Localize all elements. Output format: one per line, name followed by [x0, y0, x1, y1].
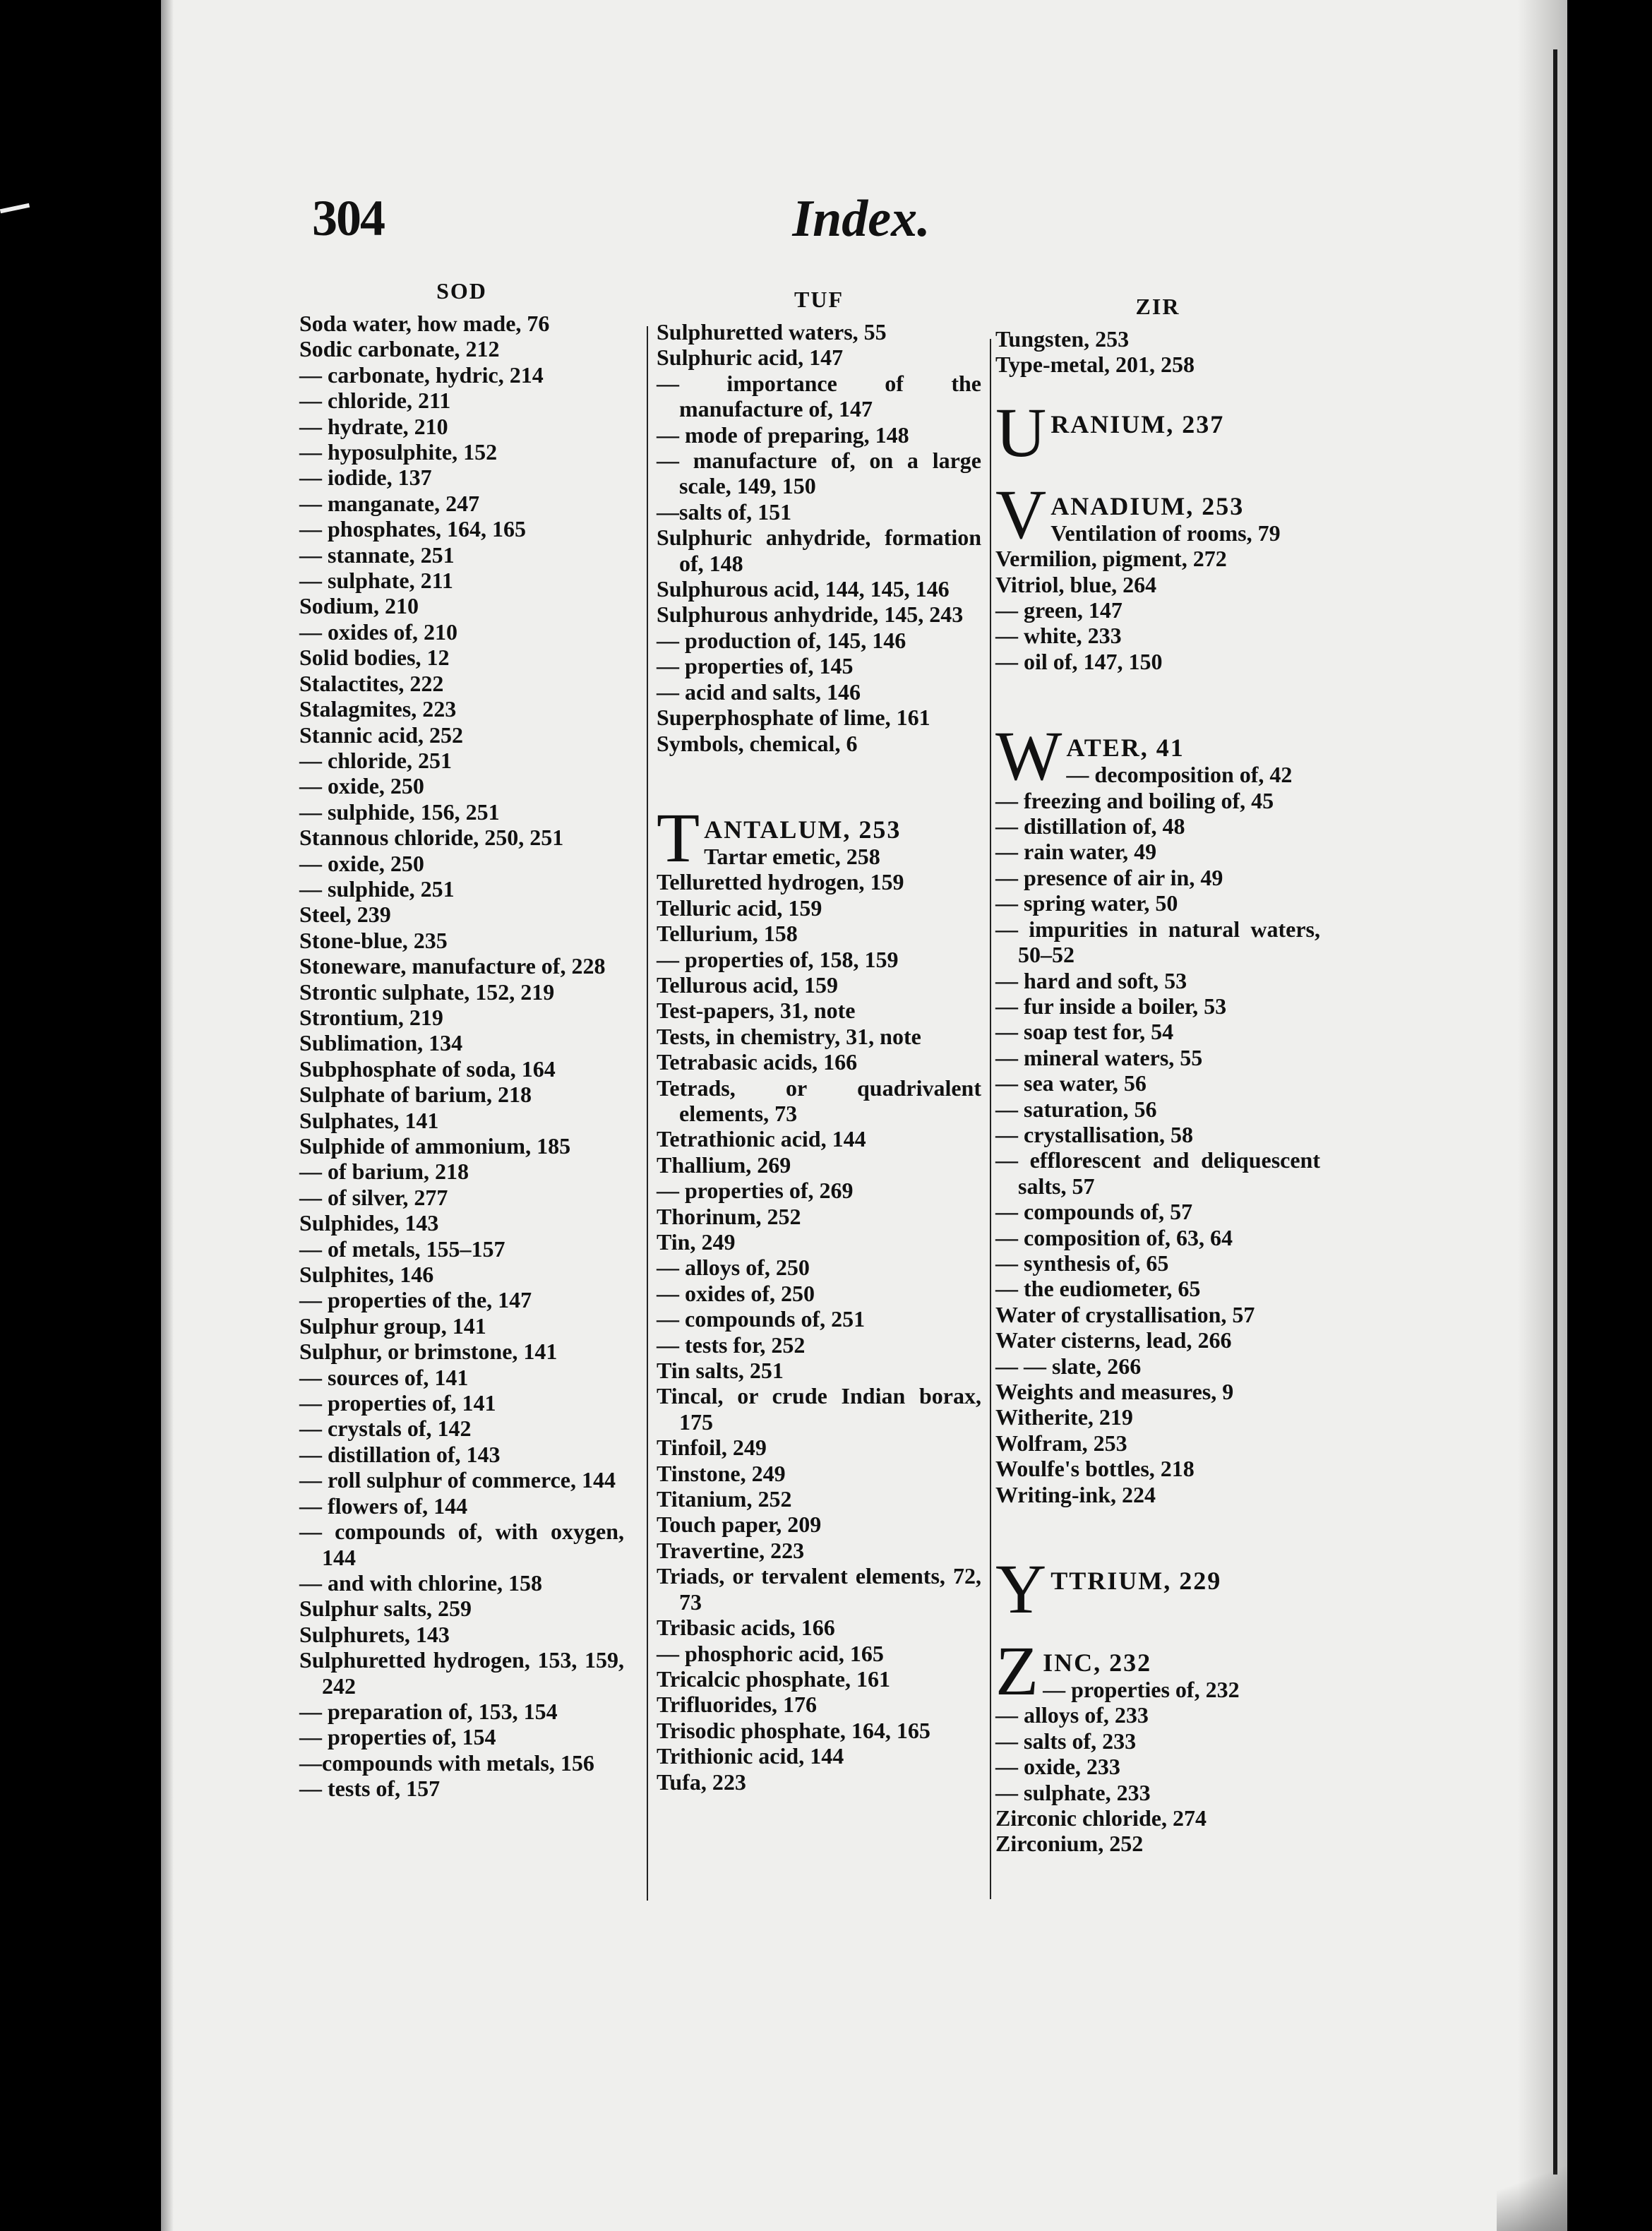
page-edge-shadow [1518, 0, 1567, 2231]
index-entry: Stoneware, manufacture of, 228 [299, 953, 606, 979]
index-entry: Trithionic acid, 144 [657, 1743, 844, 1769]
index-entry: Sulphate of barium, 218 [299, 1082, 532, 1108]
index-entry: Sulphur, or brimstone, 141 [299, 1339, 558, 1365]
index-entry: — stannate, 251 [299, 542, 455, 568]
index-entry: — crystallisation, 58 [995, 1121, 1193, 1147]
index-entry: —compounds with metals, 156 [299, 1749, 594, 1776]
list-item: Ventilation of rooms, 79 [1051, 520, 1281, 546]
index-entry: — sources of, 141 [299, 1364, 469, 1390]
section-heading: RANIUM, 237 [1051, 409, 1225, 438]
index-entry: — fur inside a boiler, 53 [995, 993, 1227, 1019]
index-entry: Stalactites, 222 [299, 670, 444, 696]
entry-list [995, 326, 1320, 378]
index-entry: Triads, or tervalent elements, 72, 73 [657, 1563, 981, 1615]
index-entry: Solid bodies, 12 [299, 645, 450, 671]
section-heading: ANADIUM, 253 [1051, 491, 1245, 520]
index-entry: Strontium, 219 [299, 1004, 443, 1030]
index-entry: — hard and soft, 53 [995, 967, 1187, 993]
entry-list [995, 1702, 1320, 1856]
index-entry: Tellurous acid, 159 [657, 971, 838, 998]
entry-list [995, 788, 1320, 1507]
index-entry: Sulphites, 146 [299, 1262, 434, 1288]
index-entry: — tests of, 157 [299, 1776, 441, 1802]
index-entry: Tin, 249 [657, 1229, 736, 1255]
index-entry: — distillation of, 48 [995, 813, 1185, 839]
index-entry: Woulfe's bottles, 218 [995, 1456, 1195, 1482]
index-entry: — chloride, 211 [299, 388, 451, 414]
index-entry: Tricalcic phosphate, 161 [657, 1665, 890, 1692]
index-entry: — carbonate, hydric, 214 [299, 361, 544, 388]
index-entry: Sulphurous acid, 144, 145, 146 [657, 576, 950, 602]
index-entry: — chloride, 251 [299, 747, 452, 773]
index-entry: Wolfram, 253 [995, 1430, 1127, 1456]
section-yttrium [995, 1550, 1320, 1629]
index-entry: — properties of, 145 [657, 653, 854, 679]
index-entry: — phosphates, 164, 165 [299, 516, 526, 542]
index-entry: — synthesis of, 65 [995, 1250, 1169, 1276]
index-entry: —salts of, 151 [657, 498, 792, 525]
index-entry: Tinstone, 249 [657, 1460, 786, 1486]
index-entry: — of metals, 155–157 [299, 1236, 505, 1262]
index-entry: — compounds of, 251 [657, 1306, 866, 1332]
page-number: 304 [312, 190, 384, 246]
index-entry: — production of, 145, 146 [657, 627, 906, 653]
index-entry: Symbols, chemical, 6 [657, 730, 858, 756]
index-entry: — properties of the, 147 [299, 1287, 532, 1313]
drop-cap: Y [995, 1550, 1047, 1629]
index-entry: — phosphoric acid, 165 [657, 1640, 884, 1666]
index-entry: Witherite, 219 [995, 1404, 1133, 1430]
index-column-zir [995, 292, 1320, 1857]
index-entry: — compounds of, with oxygen, 144 [299, 1519, 624, 1570]
index-entry: Tribasic acids, 166 [657, 1615, 835, 1641]
index-entry: Tufa, 223 [657, 1769, 746, 1795]
index-entry: Sulphurous anhydride, 145, 243 [657, 602, 964, 628]
index-entry: — of silver, 277 [299, 1184, 448, 1210]
index-entry: — hyposulphite, 152 [299, 439, 498, 465]
index-entry: Sulphuretted hydrogen, 153, 159, 242 [299, 1647, 624, 1699]
entry-list [657, 869, 981, 1795]
index-entry: — sulphate, 233 [995, 1779, 1151, 1805]
index-entry: Strontic sulphate, 152, 219 [299, 979, 555, 1005]
index-entry: — impurities in natural waters, 50–52 [995, 916, 1320, 968]
running-title: Index. [792, 190, 930, 248]
index-entry: — sulphate, 211 [299, 568, 453, 594]
list-item: — properties of, 232 [1043, 1677, 1240, 1703]
index-entry: — roll sulphur of commerce, 144 [299, 1467, 616, 1493]
index-entry: — crystals of, 142 [299, 1416, 472, 1442]
index-entry: — alloys of, 233 [995, 1702, 1149, 1728]
index-column-tuf [657, 285, 981, 1795]
index-entry: Superphosphate of lime, 161 [657, 705, 930, 731]
index-entry: Stone-blue, 235 [299, 927, 448, 953]
index-entry: Sulphuric anhydride, formation of, 148 [657, 525, 981, 576]
index-entry: Touch paper, 209 [657, 1512, 822, 1538]
index-entry: Sulphurets, 143 [299, 1621, 450, 1647]
index-entry: Sulphates, 141 [299, 1107, 439, 1133]
index-entry: — flowers of, 144 [299, 1493, 468, 1519]
section-heading: INC, 232 [1043, 1649, 1152, 1677]
column-head: TUF [794, 287, 844, 312]
index-entry: Telluric acid, 159 [657, 895, 822, 921]
entry-list [657, 319, 981, 756]
index-entry: — manganate, 247 [299, 490, 480, 516]
drop-cap: T [657, 798, 700, 877]
index-entry: Tungsten, 253 [995, 326, 1130, 352]
index-entry: — white, 233 [995, 623, 1122, 649]
index-entry: — salts of, 233 [995, 1728, 1137, 1754]
index-entry: Zirconic chloride, 274 [995, 1805, 1207, 1831]
index-entry: Steel, 239 [299, 902, 391, 928]
column-head: ZIR [1135, 294, 1180, 319]
index-entry: — properties of, 154 [299, 1724, 496, 1750]
index-entry: — mineral waters, 55 [995, 1044, 1203, 1070]
index-entry: — oxides of, 210 [299, 618, 457, 645]
index-entry: Sodic carbonate, 212 [299, 336, 500, 362]
index-entry: — oxides of, 250 [657, 1280, 815, 1306]
index-entry: — rain water, 49 [995, 839, 1157, 865]
index-entry: Sulphur salts, 259 [299, 1596, 472, 1622]
drop-cap: W [995, 717, 1063, 796]
index-entry: — spring water, 50 [995, 890, 1178, 916]
index-entry: Stannous chloride, 250, 251 [299, 825, 564, 851]
section-uranium [995, 393, 1320, 472]
section-heading: TTRIUM, 229 [1051, 1567, 1222, 1596]
index-entry: — importance of the manufacture of, 147 [657, 370, 981, 422]
drop-cap: V [995, 474, 1047, 554]
index-entry: Water cisterns, lead, 266 [995, 1327, 1232, 1353]
index-entry: Sulphuric acid, 147 [657, 345, 844, 371]
index-entry: Tetrathionic acid, 144 [657, 1126, 866, 1152]
index-entry: Sulphide of ammonium, 185 [299, 1133, 571, 1159]
index-entry: — distillation of, 143 [299, 1441, 501, 1467]
section-heading: ANTALUM, 253 [704, 815, 902, 844]
index-entry: — sulphide, 156, 251 [299, 799, 500, 825]
index-entry: — oxide, 233 [995, 1754, 1120, 1780]
index-entry: — composition of, 63, 64 [995, 1224, 1233, 1250]
index-entry: — hydrate, 210 [299, 413, 448, 439]
index-entry: — iodide, 137 [299, 465, 432, 491]
index-entry: — green, 147 [995, 597, 1123, 623]
column-rule-left [647, 326, 648, 1901]
index-entry: Sodium, 210 [299, 593, 419, 619]
index-entry: Zirconium, 252 [995, 1831, 1144, 1857]
index-entry: — manufacture of, on a large scale, 149, 150 [657, 448, 981, 499]
index-entry: Test-papers, 31, note [657, 998, 856, 1024]
index-entry: Sulphuretted waters, 55 [657, 319, 887, 345]
index-entry: Sublimation, 134 [299, 1030, 463, 1056]
index-entry: Tetrabasic acids, 166 [657, 1049, 858, 1075]
index-entry: Travertine, 223 [657, 1537, 805, 1563]
index-entry: — properties of, 158, 159 [657, 946, 899, 972]
index-column-sod [299, 277, 624, 1802]
index-entry: Vitriol, blue, 264 [995, 571, 1157, 597]
index-entry: — of barium, 218 [299, 1159, 469, 1185]
index-entry: — oxide, 250 [299, 773, 424, 799]
index-entry: Water of crystallisation, 57 [995, 1301, 1255, 1327]
index-entry: Type-metal, 201, 258 [995, 352, 1195, 378]
index-entry: — oxide, 250 [299, 850, 424, 876]
index-entry: Tincal, or crude Indian borax, 175 [657, 1383, 981, 1435]
index-entry: — acid and salts, 146 [657, 678, 861, 705]
section-tantalum [657, 798, 981, 877]
section-gap [657, 756, 981, 808]
index-entry: — oil of, 147, 150 [995, 648, 1163, 674]
entry-list [299, 311, 624, 1802]
column-head: SOD [436, 278, 487, 304]
index-entry: Stalagmites, 223 [299, 696, 457, 722]
index-entry: Trisodic phosphate, 164, 165 [657, 1717, 930, 1743]
index-entry: — efflorescent and deliquescent salts, 57 [995, 1147, 1320, 1199]
index-entry: Thorinum, 252 [657, 1203, 801, 1229]
index-entry: Tin salts, 251 [657, 1358, 784, 1384]
index-entry: Writing-ink, 224 [995, 1481, 1156, 1507]
section-water [995, 717, 1320, 796]
index-entry: — compounds of, 57 [995, 1199, 1193, 1225]
list-item: — decomposition of, 42 [1066, 762, 1293, 788]
index-entry: — properties of, 269 [657, 1178, 854, 1204]
index-entry: — the eudiometer, 65 [995, 1276, 1201, 1302]
drop-cap: U [995, 393, 1047, 472]
index-entry: Stannic acid, 252 [299, 722, 464, 748]
index-entry: — properties of, 141 [299, 1390, 496, 1416]
index-entry: Trifluorides, 176 [657, 1692, 817, 1718]
page-corner-fold [1497, 2146, 1567, 2231]
index-entry: Soda water, how made, 76 [299, 311, 550, 336]
index-entry: Tellurium, 158 [657, 921, 798, 947]
list-item: Tartar emetic, 258 [704, 843, 880, 869]
index-entry: — soap test for, 54 [995, 1019, 1174, 1045]
index-entry: Titanium, 252 [657, 1486, 792, 1512]
index-entry: Telluretted hydrogen, 159 [657, 869, 904, 895]
index-entry: Tinfoil, 249 [657, 1435, 767, 1461]
entry-list [995, 546, 1320, 674]
index-entry: Weights and measures, 9 [995, 1379, 1234, 1404]
index-entry: — tests for, 252 [657, 1332, 806, 1358]
section-heading: ATER, 41 [1066, 734, 1185, 762]
index-entry: — alloys of, 250 [657, 1255, 810, 1281]
index-entry: — — slate, 266 [995, 1353, 1142, 1379]
index-entry: — sea water, 56 [995, 1070, 1147, 1096]
index-entry: Sulphides, 143 [299, 1210, 439, 1236]
index-entry: — sulphide, 251 [299, 875, 455, 902]
page-edge-line [1553, 49, 1557, 2175]
index-entry: Sulphur group, 141 [299, 1312, 486, 1339]
index-entry: Vermilion, pigment, 272 [995, 546, 1227, 572]
drop-cap: Z [995, 1632, 1039, 1711]
section-zinc [995, 1632, 1320, 1711]
index-entry: — freezing and boiling of, 45 [995, 787, 1274, 813]
index-entry: — presence of air in, 49 [995, 864, 1223, 890]
section-vanadium [995, 474, 1320, 554]
index-entry: Tetrads, or quadrivalent elements, 73 [657, 1075, 981, 1126]
index-entry: — and with chlorine, 158 [299, 1569, 543, 1596]
index-entry: — mode of preparing, 148 [657, 421, 909, 448]
page-gutter-shadow [161, 0, 174, 2231]
index-entry: Subphosphate of soda, 164 [299, 1055, 556, 1082]
index-entry: — saturation, 56 [995, 1096, 1157, 1122]
column-rule-right [990, 339, 991, 1899]
index-entry: — preparation of, 153, 154 [299, 1698, 558, 1724]
index-entry: Tests, in chemistry, 31, note [657, 1023, 921, 1049]
index-entry: Thallium, 269 [657, 1152, 791, 1178]
